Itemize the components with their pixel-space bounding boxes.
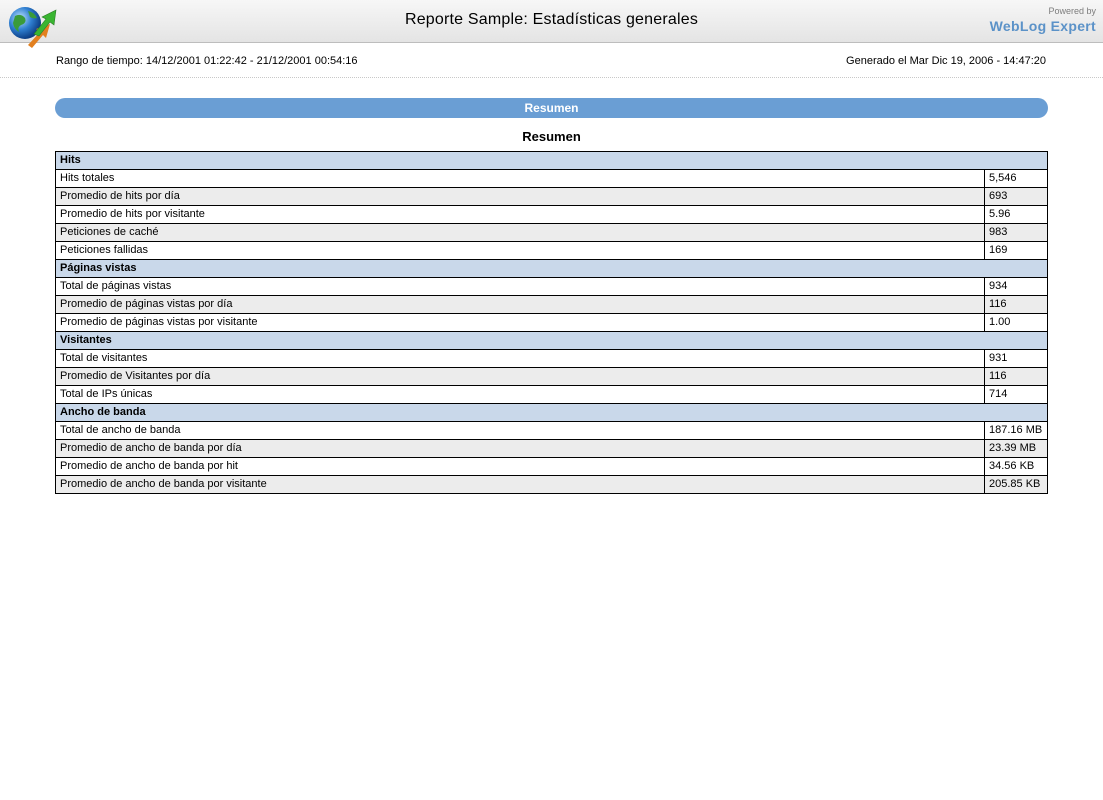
row-label: Hits totales bbox=[56, 170, 985, 188]
row-label: Total de ancho de banda bbox=[56, 422, 985, 440]
row-value: 187.16 MB bbox=[985, 422, 1048, 440]
table-row bbox=[56, 224, 1048, 242]
group-header-row bbox=[56, 152, 1048, 170]
row-value: 34.56 KB bbox=[985, 458, 1048, 476]
table-row bbox=[56, 278, 1048, 296]
group-header-row bbox=[56, 404, 1048, 422]
table-row bbox=[56, 206, 1048, 224]
group-title: Hits bbox=[56, 152, 1048, 170]
table-row bbox=[56, 386, 1048, 404]
table-row bbox=[56, 296, 1048, 314]
row-label: Promedio de ancho de banda por visitante bbox=[56, 476, 985, 494]
table-row bbox=[56, 350, 1048, 368]
page-title: Reporte Sample: Estadísticas generales bbox=[404, 11, 699, 28]
report-header bbox=[0, 0, 1103, 43]
row-label: Total de visitantes bbox=[56, 350, 985, 368]
row-label: Promedio de páginas vistas por día bbox=[56, 296, 985, 314]
row-value: 1.00 bbox=[985, 314, 1048, 332]
summary-table bbox=[55, 151, 1048, 494]
row-value: 983 bbox=[985, 224, 1048, 242]
row-value: 205.85 KB bbox=[985, 476, 1048, 494]
section-header-bar: Resumen bbox=[55, 98, 1048, 118]
row-value: 23.39 MB bbox=[985, 440, 1048, 458]
row-label: Total de páginas vistas bbox=[56, 278, 985, 296]
row-value: 116 bbox=[985, 296, 1048, 314]
row-label: Promedio de Visitantes por día bbox=[56, 368, 985, 386]
group-header-row bbox=[56, 332, 1048, 350]
row-label: Peticiones fallidas bbox=[56, 242, 985, 260]
group-title: Visitantes bbox=[56, 332, 1048, 350]
table-row bbox=[56, 476, 1048, 494]
row-value: 693 bbox=[985, 188, 1048, 206]
row-value: 169 bbox=[985, 242, 1048, 260]
table-row bbox=[56, 188, 1048, 206]
row-label: Promedio de ancho de banda por día bbox=[56, 440, 985, 458]
dotted-divider bbox=[0, 77, 1103, 78]
table-row bbox=[56, 170, 1048, 188]
row-value: 5,546 bbox=[985, 170, 1048, 188]
row-value: 934 bbox=[985, 278, 1048, 296]
row-value: 714 bbox=[985, 386, 1048, 404]
row-label: Promedio de hits por día bbox=[56, 188, 985, 206]
powered-by-block[interactable] bbox=[990, 6, 1096, 35]
row-label: Promedio de páginas vistas por visitante bbox=[56, 314, 985, 332]
row-value: 931 bbox=[985, 350, 1048, 368]
table-title: Resumen bbox=[522, 129, 581, 144]
table-row bbox=[56, 314, 1048, 332]
brand-logo-text[interactable]: WebLog Expert bbox=[989, 18, 1096, 34]
row-label: Promedio de ancho de banda por hit bbox=[56, 458, 985, 476]
table-row bbox=[56, 368, 1048, 386]
group-title: Ancho de banda bbox=[56, 404, 1048, 422]
powered-by-label: Powered by bbox=[1048, 6, 1096, 16]
table-row bbox=[56, 440, 1048, 458]
generated-date-text: Generado el Mar Dic 19, 2006 - 14:47:20 bbox=[846, 55, 1046, 67]
report-info-line bbox=[56, 55, 1046, 69]
table-row bbox=[56, 458, 1048, 476]
group-title: Páginas vistas bbox=[56, 260, 1048, 278]
table-row bbox=[56, 422, 1048, 440]
time-range-text: Rango de tiempo: 14/12/2001 01:22:42 - 21/12/2001 00:54:16 bbox=[56, 55, 358, 67]
group-header-row bbox=[56, 260, 1048, 278]
row-label: Promedio de hits por visitante bbox=[56, 206, 985, 224]
row-label: Total de IPs únicas bbox=[56, 386, 985, 404]
row-value: 116 bbox=[985, 368, 1048, 386]
row-label: Peticiones de caché bbox=[56, 224, 985, 242]
row-value: 5.96 bbox=[985, 206, 1048, 224]
table-row bbox=[56, 242, 1048, 260]
